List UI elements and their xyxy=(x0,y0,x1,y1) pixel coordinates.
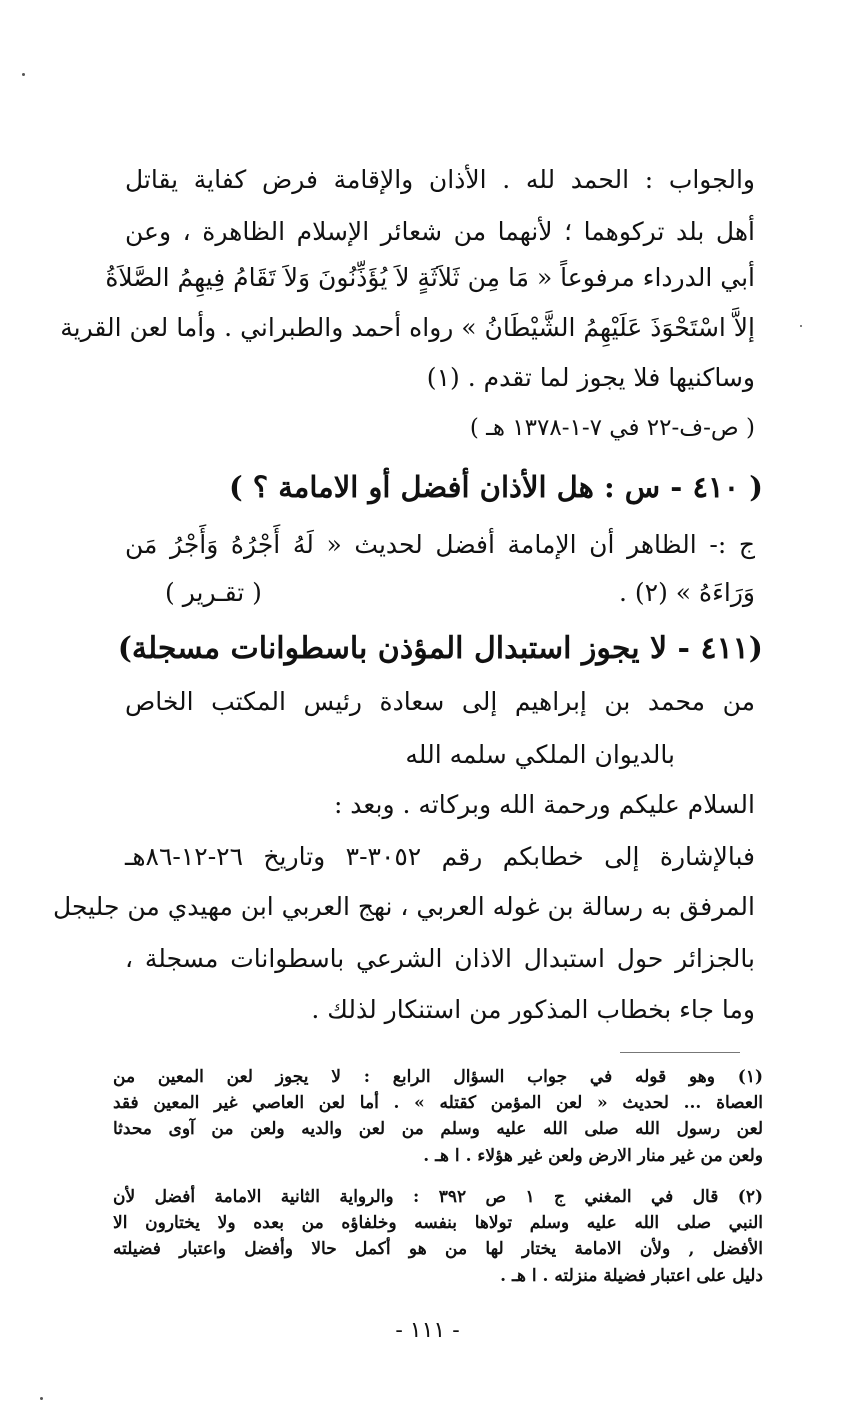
footnote-1-line-2: العصاة ... لحديث « لعن المؤمن كقتله » . أما لعن العاصي غير المعين فقد xyxy=(113,1093,763,1113)
scan-speck xyxy=(800,325,802,327)
footnote-2-line-4: دليل على اعتبار فضيلة منزلته . ا هـ . xyxy=(500,1266,763,1286)
footnote-1-line-4: ولعن من غير منار الارض ولعن غير هؤلاء . ا هـ . xyxy=(423,1146,763,1166)
letter-to-line: بالديوان الملكي سلمه الله xyxy=(405,740,675,769)
answer-line-3: أبي الدرداء مرفوعاً « مَا مِن ثَلاَثَةٍ لاَ يُؤَذِّنُونَ وَلاَ تَقَامُ فِيهِمُ الصَّلاَةُ xyxy=(105,263,755,292)
question-410-answer-line-1: ج :- الظاهر أن الإمامة أفضل لحديث « لَهُ أَجْرُهُ وَأَجْرُ مَن xyxy=(125,530,755,559)
question-410-heading: ( ٤١٠ - س : هل الأذان أفضل أو الامامة ؟ ) xyxy=(228,470,763,504)
scan-speck xyxy=(40,1397,43,1400)
question-410-answer-line-2-row xyxy=(125,573,755,613)
footnote-separator xyxy=(620,1052,740,1053)
letter-from-line: من محمد بن إبراهيم إلى سعادة رئيس المكتب الخاص xyxy=(125,687,755,716)
letter-body-line-3: بالجزائر حول استبدال الاذان الشرعي باسطوانات مسجلة ، xyxy=(125,944,755,973)
footnote-1-line-3: لعن رسول الله صلى الله عليه وسلم من لعن والديه ولعن من آوى محدثا xyxy=(113,1119,763,1139)
footnote-2-line-3: الأفضل , ولأن الامامة يختار لها من هو أكمل حالا وأفضل واعتبار فضيلته xyxy=(113,1239,763,1259)
page-number: - ١١١ - xyxy=(395,1318,460,1343)
letter-body-line-2: المرفق به رسالة بن غوله العربي ، نهج العربي ابن مهيدي من جليجل xyxy=(53,892,755,921)
footnote-1-line-1: (١) وهو قوله في جواب السؤال الرابع : لا يجوز لعن المعين من xyxy=(113,1067,763,1087)
scan-speck xyxy=(22,73,25,76)
answer-line-2: أهل بلد تركوهما ؛ لأنهما من شعائر الإسلام الظاهرة ، وعن xyxy=(125,217,755,246)
letter-body-line-4: وما جاء بخطاب المذكور من استنكار لذلك . xyxy=(311,995,755,1024)
letter-greeting: السلام عليكم ورحمة الله وبركاته . وبعد : xyxy=(333,790,755,819)
answer-line-1: والجواب : الحمد لله . الأذان والإقامة فرض كفاية يقاتل xyxy=(125,165,755,194)
question-410-source: ( تقـرير ) xyxy=(165,578,262,607)
letter-body-line-1: فبالإشارة إلى خطابكم رقم ٣٠٥٢-٣ وتاريخ ٢٦-١٢-٨٦هـ xyxy=(125,842,755,871)
question-410-answer-line-2: وَرَاءَهُ » (٢) . xyxy=(619,578,755,607)
answer-line-5: وساكنيها فلا يجوز لما تقدم . (١) xyxy=(426,363,755,392)
footnote-2-line-1: (٢) قال في المغني ج ١ ص ٣٩٢ : والرواية الثانية الامامة أفضل لأن xyxy=(113,1187,763,1207)
date-reference: ( ص-ف-٢٢ في ٧-١-١٣٧٨ هـ ) xyxy=(469,415,755,441)
footnote-2-line-2: النبي صلى الله عليه وسلم تولاها بنفسه وخلفاؤه من بعده ولا يختارون الا xyxy=(113,1213,763,1233)
answer-line-4: إلاَّ اسْتَحْوَذَ عَلَيْهِمُ الشَّيْطَانُ » رواه أحمد والطبراني . وأما لعن القرية xyxy=(60,313,755,342)
question-411-heading: (٤١١ - لا يجوز استبدال المؤذن باسطوانات مسجلة) xyxy=(117,631,763,666)
